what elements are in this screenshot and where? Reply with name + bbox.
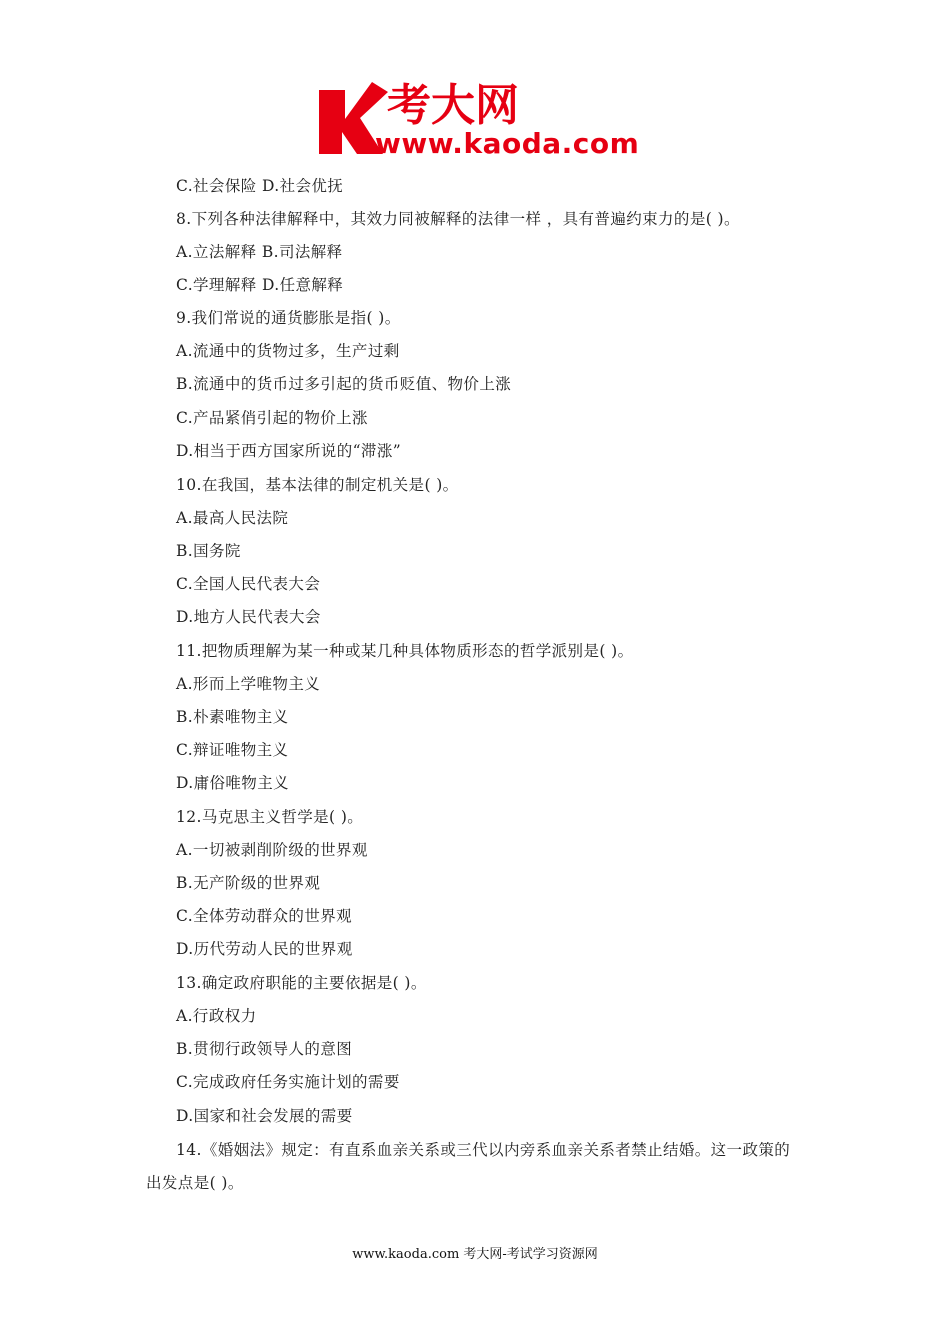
question-12: 12.马克思主义哲学是( )。 xyxy=(176,808,364,826)
option-line: A.最高人民法院 xyxy=(176,509,289,527)
question-11: 11.把物质理解为某一种或某几种具体物质形态的哲学派别是( )。 xyxy=(176,642,634,660)
option-line: C.全体劳动群众的世界观 xyxy=(176,907,353,925)
option-line: D.国家和社会发展的需要 xyxy=(176,1107,353,1125)
option-line: C.产品紧俏引起的物价上涨 xyxy=(176,409,368,427)
kaoda-logo-graphic xyxy=(317,78,647,160)
option-line: B.流通中的货币过多引起的货币贬值、物价上涨 xyxy=(176,375,512,393)
option-line: A.一切被剥削阶级的世界观 xyxy=(176,841,368,859)
option-line: C.辩证唯物主义 xyxy=(176,741,289,759)
option-line: D.相当于西方国家所说的“滞涨” xyxy=(176,442,402,460)
option-line: D.历代劳动人民的世界观 xyxy=(176,940,353,958)
option-line: A.立法解释 B.司法解释 xyxy=(176,243,343,261)
option-line: A.行政权力 xyxy=(176,1007,257,1025)
option-line: B.国务院 xyxy=(176,542,241,560)
option-line: D.庸俗唯物主义 xyxy=(176,774,290,792)
option-line: B.朴素唯物主义 xyxy=(176,708,289,726)
logo-url-text: www.kaoda.com xyxy=(375,127,640,160)
question-13: 13.确定政府职能的主要依据是( )。 xyxy=(176,974,427,992)
page-footer: www.kaoda.com 考大网-考试学习资源网 xyxy=(352,1247,598,1262)
question-9: 9.我们常说的通货膨胀是指( )。 xyxy=(176,309,401,327)
option-line: A.流通中的货物过多，生产过剩 xyxy=(176,342,400,360)
option-line: C.学理解释 D.任意解释 xyxy=(176,276,344,294)
option-line: D.地方人民代表大会 xyxy=(176,608,321,626)
kaoda-logo xyxy=(317,78,647,160)
option-line: A.形而上学唯物主义 xyxy=(176,675,321,693)
option-line: C.全国人民代表大会 xyxy=(176,575,321,593)
option-line: B.贯彻行政领导人的意图 xyxy=(176,1040,353,1058)
option-line: C.完成政府任务实施计划的需要 xyxy=(176,1073,400,1091)
question-14: 14.《婚姻法》规定：有直系血亲关系或三代以内旁系血亲关系者禁止结婚。这一政策的 xyxy=(176,1141,791,1159)
option-line: C.社会保险 D.社会优抚 xyxy=(176,177,344,195)
question-10: 10.在我国，基本法律的制定机关是( )。 xyxy=(176,476,459,494)
question-8: 8.下列各种法律解释中，其效力同被解释的法律一样 ，具有普遍约束力的是( )。 xyxy=(176,210,740,228)
option-line: B.无产阶级的世界观 xyxy=(176,874,321,892)
logo-cn-text: 考大网 xyxy=(387,80,519,131)
question-14-continuation: 出发点是( )。 xyxy=(146,1174,244,1192)
